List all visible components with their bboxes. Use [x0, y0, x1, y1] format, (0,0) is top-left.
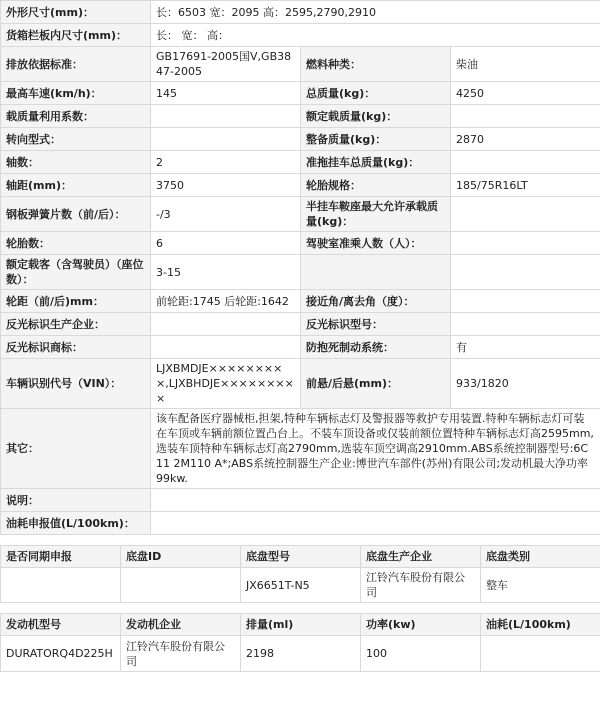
spec-row — [1, 489, 600, 512]
spec-value: 933/1820 — [451, 359, 600, 409]
spec-value — [451, 232, 600, 255]
spec-label: 驾驶室准乘人数（人）： — [301, 232, 451, 255]
section-gap — [0, 535, 600, 545]
spec-value — [451, 105, 600, 128]
spec-row — [1, 1, 600, 24]
spec-value — [151, 336, 301, 359]
vehicle-spec-body — [1, 1, 600, 535]
spec-value — [451, 197, 600, 232]
spec-label: 说明： — [1, 489, 151, 512]
spec-value: GB17691-2005国V,GB3847-2005 — [151, 47, 301, 82]
chassis-row — [1, 568, 600, 603]
spec-label: 轮距（前/后)mm： — [1, 290, 151, 313]
spec-row — [1, 151, 600, 174]
spec-value: -/3 — [151, 197, 301, 232]
chassis-cell: 整车 — [481, 568, 600, 603]
spec-row — [1, 232, 600, 255]
spec-value: 185/75R16LT — [451, 174, 600, 197]
chassis-header-cell: 底盘ID — [121, 546, 241, 568]
spec-row — [1, 336, 600, 359]
chassis-cell — [1, 568, 121, 603]
spec-label: 前悬/后悬(mm)： — [301, 359, 451, 409]
spec-row — [1, 47, 600, 82]
spec-label — [301, 255, 451, 290]
engine-table — [0, 613, 600, 672]
spec-row — [1, 174, 600, 197]
spec-row — [1, 105, 600, 128]
spec-label: 油耗申报值(L/100km)： — [1, 512, 151, 535]
chassis-cell: 江铃汽车股份有限公司 — [361, 568, 481, 603]
spec-value — [151, 105, 301, 128]
engine-row — [1, 636, 600, 672]
spec-label: 载质量利用系数： — [1, 105, 151, 128]
chassis-cell — [121, 568, 241, 603]
spec-label: 半挂车鞍座最大允许承载质量(kg)： — [301, 197, 451, 232]
section-gap — [0, 603, 600, 613]
spec-value — [151, 313, 301, 336]
engine-header-cell: 发动机企业 — [121, 614, 241, 636]
spec-label: 轮胎规格： — [301, 174, 451, 197]
spec-label: 最高车速(km/h)： — [1, 82, 151, 105]
spec-value: 长：6503 宽：2095 高：2595,2790,2910 — [151, 1, 600, 24]
spec-value: 2 — [151, 151, 301, 174]
spec-value — [451, 151, 600, 174]
spec-value: 3-15 — [151, 255, 301, 290]
spec-value — [151, 128, 301, 151]
chassis-cell: JX6651T-N5 — [241, 568, 361, 603]
chassis-table — [0, 545, 600, 603]
spec-value: 前轮距:1745 后轮距:1642 — [151, 290, 301, 313]
spec-value — [451, 313, 600, 336]
spec-label: 其它： — [1, 409, 151, 489]
spec-value: 2870 — [451, 128, 600, 151]
spec-row — [1, 24, 600, 47]
spec-row — [1, 255, 600, 290]
chassis-header-cell: 底盘生产企业 — [361, 546, 481, 568]
spec-value — [151, 512, 600, 535]
spec-label: 货箱栏板内尺寸(mm)： — [1, 24, 151, 47]
spec-label: 轮胎数： — [1, 232, 151, 255]
spec-row — [1, 313, 600, 336]
spec-value: 柴油 — [451, 47, 600, 82]
engine-header-cell: 功率(kw) — [361, 614, 481, 636]
chassis-header-cell: 底盘类别 — [481, 546, 600, 568]
engine-header-row — [1, 614, 600, 636]
spec-label: 总质量(kg)： — [301, 82, 451, 105]
spec-label: 准拖挂车总质量(kg)： — [301, 151, 451, 174]
spec-value: 长： 宽： 高： — [151, 24, 600, 47]
spec-label: 车辆识别代号（VIN）： — [1, 359, 151, 409]
spec-row — [1, 128, 600, 151]
engine-cell: 江铃汽车股份有限公司 — [121, 636, 241, 672]
engine-cell: DURATORQ4D225H — [1, 636, 121, 672]
spec-label: 反光标识生产企业： — [1, 313, 151, 336]
spec-label: 燃料种类： — [301, 47, 451, 82]
spec-value — [151, 489, 600, 512]
spec-label: 反光标识商标： — [1, 336, 151, 359]
chassis-header-cell: 底盘型号 — [241, 546, 361, 568]
spec-value: 有 — [451, 336, 600, 359]
spec-label: 整备质量(kg)： — [301, 128, 451, 151]
engine-header-cell: 发动机型号 — [1, 614, 121, 636]
spec-label: 外形尺寸(mm)： — [1, 1, 151, 24]
spec-label: 额定载客（含驾驶员）（座位数）： — [1, 255, 151, 290]
engine-header-cell: 排量(ml) — [241, 614, 361, 636]
spec-value — [451, 290, 600, 313]
spec-label: 接近角/离去角（度）： — [301, 290, 451, 313]
engine-cell: 100 — [361, 636, 481, 672]
chassis-header-cell: 是否同期申报 — [1, 546, 121, 568]
spec-label: 反光标识型号： — [301, 313, 451, 336]
engine-body — [1, 636, 600, 672]
spec-label: 排放依据标准： — [1, 47, 151, 82]
spec-value: 该车配备医疗器械柜,担架,特种车辆标志灯及警报器等救护专用装置.特种车辆标志灯可装在车顶或车辆前额位置凸台上。不装车顶设备或仅装前额位置特种车辆标志灯高2595mm,选装车顶特种车辆标志灯高2790mm,选装车顶空调高2910mm.ABS系统控制器型号:6C11 2M110 A*;ABS系统控制器生产企业:博世汽车部件(苏州)有限公司;发动机最大净功率99kw. — [151, 409, 600, 489]
engine-cell — [481, 636, 600, 672]
spec-label: 额定载质量(kg)： — [301, 105, 451, 128]
engine-cell: 2198 — [241, 636, 361, 672]
spec-row — [1, 82, 600, 105]
spec-row — [1, 359, 600, 409]
spec-row — [1, 290, 600, 313]
spec-value: 4250 — [451, 82, 600, 105]
spec-value: LJXBMDJE×××××××××,LJXBHDJE××××××××× — [151, 359, 301, 409]
spec-row — [1, 197, 600, 232]
spec-row — [1, 512, 600, 535]
chassis-body — [1, 568, 600, 603]
spec-label: 轴数： — [1, 151, 151, 174]
chassis-header-row — [1, 546, 600, 568]
spec-label: 防抱死制动系统： — [301, 336, 451, 359]
spec-value: 145 — [151, 82, 301, 105]
spec-label: 转向型式： — [1, 128, 151, 151]
engine-header-cell: 油耗(L/100km) — [481, 614, 600, 636]
spec-label: 轴距(mm)： — [1, 174, 151, 197]
spec-value: 3750 — [151, 174, 301, 197]
spec-value: 6 — [151, 232, 301, 255]
spec-label: 钢板弹簧片数（前/后）： — [1, 197, 151, 232]
spec-value — [451, 255, 600, 290]
spec-row — [1, 409, 600, 489]
